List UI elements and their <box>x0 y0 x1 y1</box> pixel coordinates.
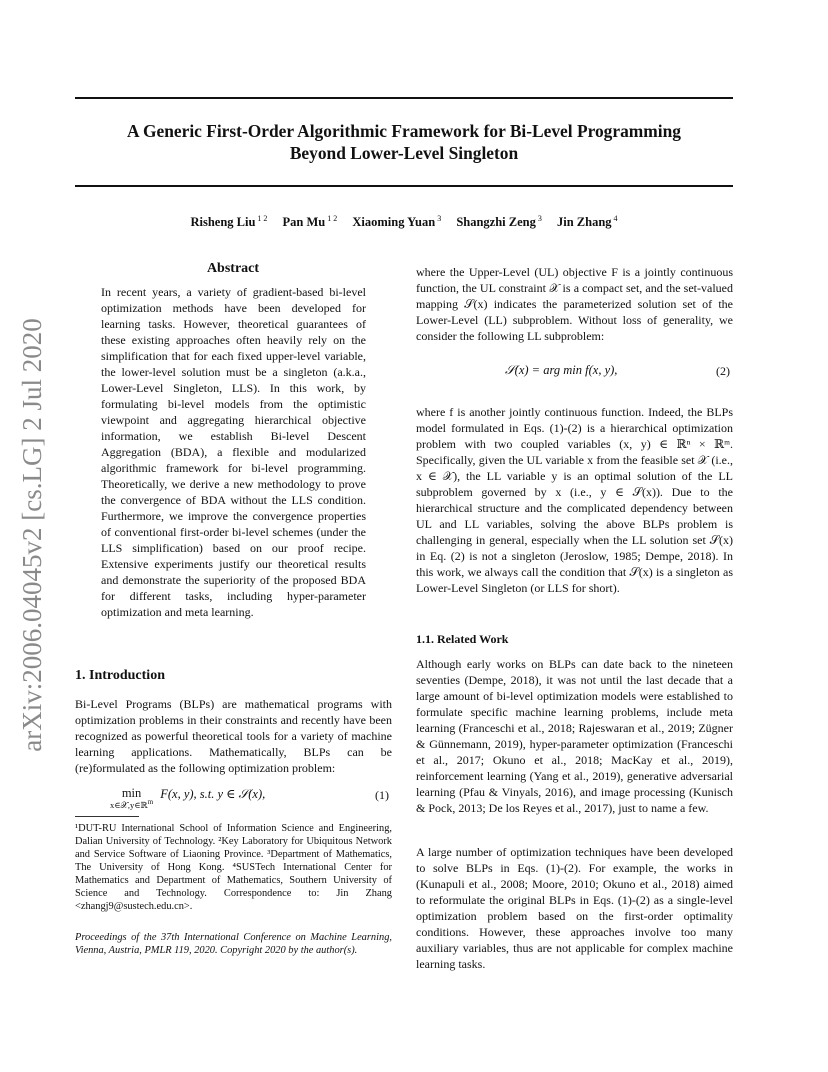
top-rule <box>75 97 733 99</box>
abstract-heading: Abstract <box>206 261 260 276</box>
title-line-1: A Generic First-Order Algorithmic Framework for Bi-Level Programming <box>127 121 681 141</box>
arxiv-stamp: arXiv:2006.04045v2 [cs.LG] 2 Jul 2020 <box>17 318 47 752</box>
author: Shangzhi Zeng $^3$ <box>456 214 542 230</box>
author: Pan Mu $^{1 2}$ <box>282 214 338 230</box>
proceedings-note: Proceedings of the 37th International Conference on Machine Learning, Vienna, Austria, PMLR 119, 2020. Copyright 2020 by the author(s). <box>75 932 392 956</box>
related-work-heading: 1.1. Related Work <box>416 632 509 646</box>
equation-2-number: (2) <box>716 364 730 378</box>
intro-paragraph: Bi-Level Programs (BLPs) are mathematical programs with optimization problems in their constraints and recently have been recognized as powerful theoretical tools for a variety of machine learning applications. Mathematically, BLPs can be (re)formulated as the following optimization problem: <box>75 697 392 775</box>
footnote-rule <box>75 816 139 817</box>
author: Jin Zhang $^4$ <box>556 214 618 230</box>
paper-title <box>75 120 733 164</box>
abstract-text: In recent years, a variety of gradient-based bi-level optimization methods have been developed for learning tasks. However, theoretical guarantees of these existing approaches often heavily rely on the simplification that for each fixed upper-level variable, the lower-level solution must be a singleton (a.k.a., Lower-Level Singleton, LLS). In this work, by formulating bi-level models from the optimistic viewpoint and aggregating hierarchical objective information, we establish Bi-level Descent Aggregation (BDA), a flexible and modularized algorithmic framework for bi-level programming. Theoretically, we derive a new methodology to prove the convergence of BDA without the LLS condition. Furthermore, we improve the convergence properties of conventional first-order bi-level schemes (under the LLS simplification) based on our proof recipe. Extensive experiments justify our theoretical results and demonstrate the superiority of the proposed BDA for different tasks, including hyper-parameter optimization and meta learning. <box>101 285 366 619</box>
author-list <box>75 214 733 230</box>
footnote-affiliations: ¹DUT-RU International School of Information Science and Engineering, Dalian University of Technology. ²Key Laboratory for Ubiquitous Network and Service Software of Liaoning Province. ³Department of Mathematics, The University of Hong Kong. ⁴SUSTech International Center for Mathematics and Department of Mathematics, Southern University of Science and Technology. Correspondence to: Jin Zhang <zhangj9@sustech.edu.cn>. <box>75 823 392 912</box>
title-line-2: Beyond Lower-Level Singleton <box>289 143 519 163</box>
equation-1: min x∈𝒳,y∈ℝ$^m$ F(x, y), s.t. y ∈ 𝒮(x), <box>110 786 266 810</box>
right-paragraph-1: where the Upper-Level (UL) objective F is a jointly continuous function, the UL constraint 𝒳 is a compact set, and the set-valued mapping 𝒮(x) indicates the parameterized solution set of the Lower-Level (LL) subproblem. Without loss of generality, we consider the following LL subproblem: <box>416 265 733 343</box>
author: Xiaoming Yuan $^3$ <box>352 214 442 230</box>
equation-2: 𝒮(x) = arg min f(x, y), <box>505 363 618 377</box>
related-work-paragraph-1: Although early works on BLPs can date back to the nineteen seventies (Dempe, 2018), it was not until the last decade that a large amount of bi-level optimization models were established to formulate specific machine learning problems, include meta learning (Franceschi et al., 2018; Rajeswaran et al., 2019; Zügner & Günnemann, 2019), hyper-parameter optimization (Franceschi et al., 2017; Okuno et al., 2018; MacKay et al., 2019), reinforcement learning (Yang et al., 2019), generative adversarial learning (Pfau & Vinyals, 2016), and image processing (Kunisch & Pock, 2013; De los Reyes et al., 2017), just to name a few. <box>416 657 733 815</box>
bottom-rule <box>75 185 733 187</box>
intro-heading: 1. Introduction <box>75 668 165 683</box>
related-work-paragraph-2: A large number of optimization techniques have been developed to solve BLPs in Eqs. (1)-(2). For example, the works in (Kunapuli et al., 2008; Moore, 2010; Okuno et al., 2018) aimed to reformulate the original BLPs in Eqs. (1)-(2) as a single-level optimization problem based on the first-order optimality conditions. However, these approaches involve too many auxiliary variables, thus are not applicable for complex machine learning tasks. <box>416 845 733 971</box>
equation-1-number: (1) <box>375 788 389 802</box>
author: Risheng Liu $^{1 2}$ <box>190 214 268 230</box>
right-paragraph-2: where f is another jointly continuous function. Indeed, the BLPs model formulated in Eqs. (1)-(2) is a hierarchical optimization problem with two coupled variables (x, y) ∈ ℝⁿ × ℝᵐ. Specifically, given the UL variable x from the feasible set 𝒳 (i.e., x ∈ 𝒳), the LL variable y is an optimal solution of the LL subproblem governed by x (i.e., y ∈ 𝒮(x)). Due to the hierarchical structure and the complicated dependency between UL and LL variables, solving the above BLPs problem is challenging in general, especially when the LL solution set 𝒮(x) in Eq. (2) is not a singleton (Jeroslow, 1985; Dempe, 2018). In this work, we always call the condition that 𝒮(x) is a singleton as Lower-Level Singleton (or LLS for short). <box>416 405 733 595</box>
